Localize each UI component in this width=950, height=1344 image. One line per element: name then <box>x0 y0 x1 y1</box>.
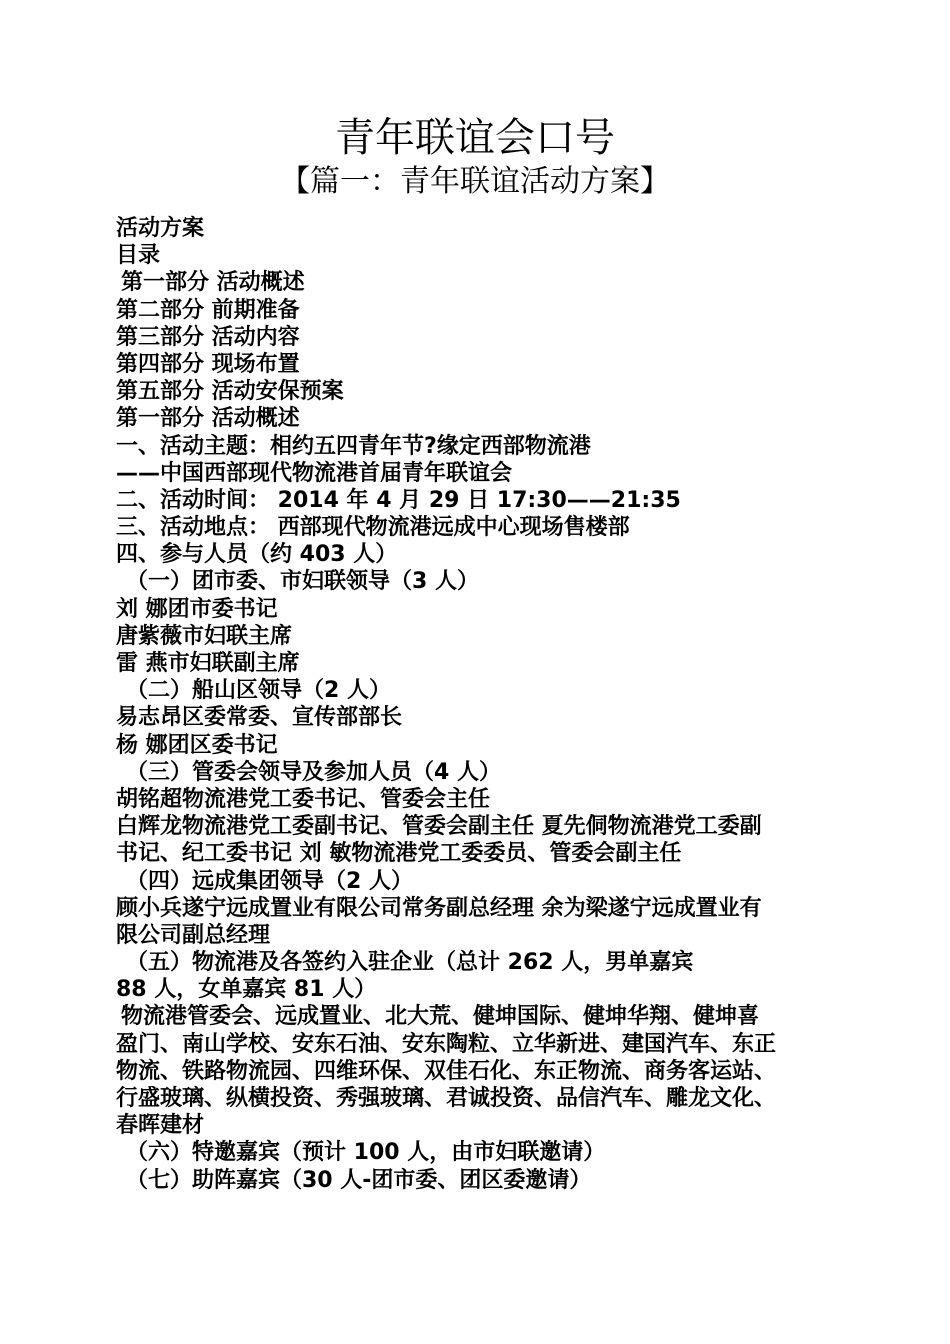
text-line: 胡铭超物流港党工委书记、管委会主任 <box>116 786 491 812</box>
subsection-heading: （四）远成集团领导（2 人） <box>126 868 413 894</box>
subsection-heading: （六）特邀嘉宾（预计 100 人，由市妇联邀请） <box>126 1140 606 1166</box>
document-subtitle: 【篇一：青年联谊活动方案】 <box>280 164 670 199</box>
subsection-heading: （一）团市委、市妇联领导（3 人） <box>126 569 479 595</box>
text-line: 四、参与人员（约 403 人） <box>116 542 398 568</box>
subsection-heading: （五）物流港及各签约入驻企业（总计 262 人，男单嘉宾 <box>126 950 694 976</box>
subsection-heading: （七）助阵嘉宾（30 人-团市委、团区委邀请） <box>126 1167 592 1193</box>
text-line: 三、活动地点： 西部现代物流港远成中心现场售楼部 <box>116 515 630 541</box>
heading-toc: 目录 <box>116 243 161 269</box>
toc-item: 第四部分 现场布置 <box>116 351 300 377</box>
text-line: 刘 娜团市委书记 <box>116 596 278 622</box>
text-line: 雷 燕市妇联副主席 <box>116 651 300 676</box>
text-line: 物流港管委会、远成置业、北大荒、健坤国际、健坤华翔、健坤喜 <box>121 1004 760 1030</box>
document-body <box>116 215 846 1194</box>
heading-plan: 活动方案 <box>116 216 205 241</box>
document-title: 青年联谊会口号 <box>335 115 615 161</box>
text-line: 杨 娜团区委书记 <box>116 732 278 758</box>
toc-item: 第二部分 前期准备 <box>116 297 300 323</box>
toc-item: 第五部分 活动安保预案 <box>116 379 344 405</box>
text-line: 二、活动时间： 2014 年 4 月 29 日 17:30——21:35 <box>116 487 681 513</box>
subsection-heading: （二）船山区领导（2 人） <box>126 678 391 704</box>
subsection-heading: （三）管委会领导及参加人员（4 人） <box>126 759 501 785</box>
text-line: 顾小兵遂宁远成置业有限公司常务副总经理 余为梁遂宁远成置业有 <box>116 895 762 921</box>
text-line: 唐紫薇市妇联主席 <box>116 623 293 649</box>
text-line: 白辉龙物流港党工委副书记、管委会副主任 夏先侗物流港党工委副 <box>116 814 762 840</box>
text-line: 88 人，女单嘉宾 81 人） <box>116 977 377 1003</box>
text-line: 限公司副总经理 <box>116 922 271 948</box>
text-line: 春晖建材 <box>116 1113 205 1139</box>
text-line: 物流、铁路物流园、四维环保、双佳石化、东正物流、商务客运站、 <box>116 1058 777 1084</box>
text-line: 易志昂区委常委、宣传部部长 <box>116 705 403 731</box>
toc-item: 第一部分 活动概述 <box>121 270 305 296</box>
text-line: 行盛玻璃、纵横投资、秀强玻璃、君诚投资、品信汽车、雕龙文化、 <box>116 1086 777 1111</box>
text-line: 盈门、南山学校、安东石油、安东陶粒、立华新进、建国汽车、东正 <box>116 1031 777 1057</box>
text-line: ——中国西部现代物流港首届青年联谊会 <box>116 460 513 486</box>
section-heading: 第一部分 活动概述 <box>116 406 300 432</box>
toc-item: 第三部分 活动内容 <box>116 324 300 350</box>
text-line: 书记、纪工委书记 刘 敏物流港党工委委员、管委会副主任 <box>116 841 682 867</box>
text-line: 一、活动主题：相约五四青年节?缘定西部物流港 <box>116 433 591 459</box>
